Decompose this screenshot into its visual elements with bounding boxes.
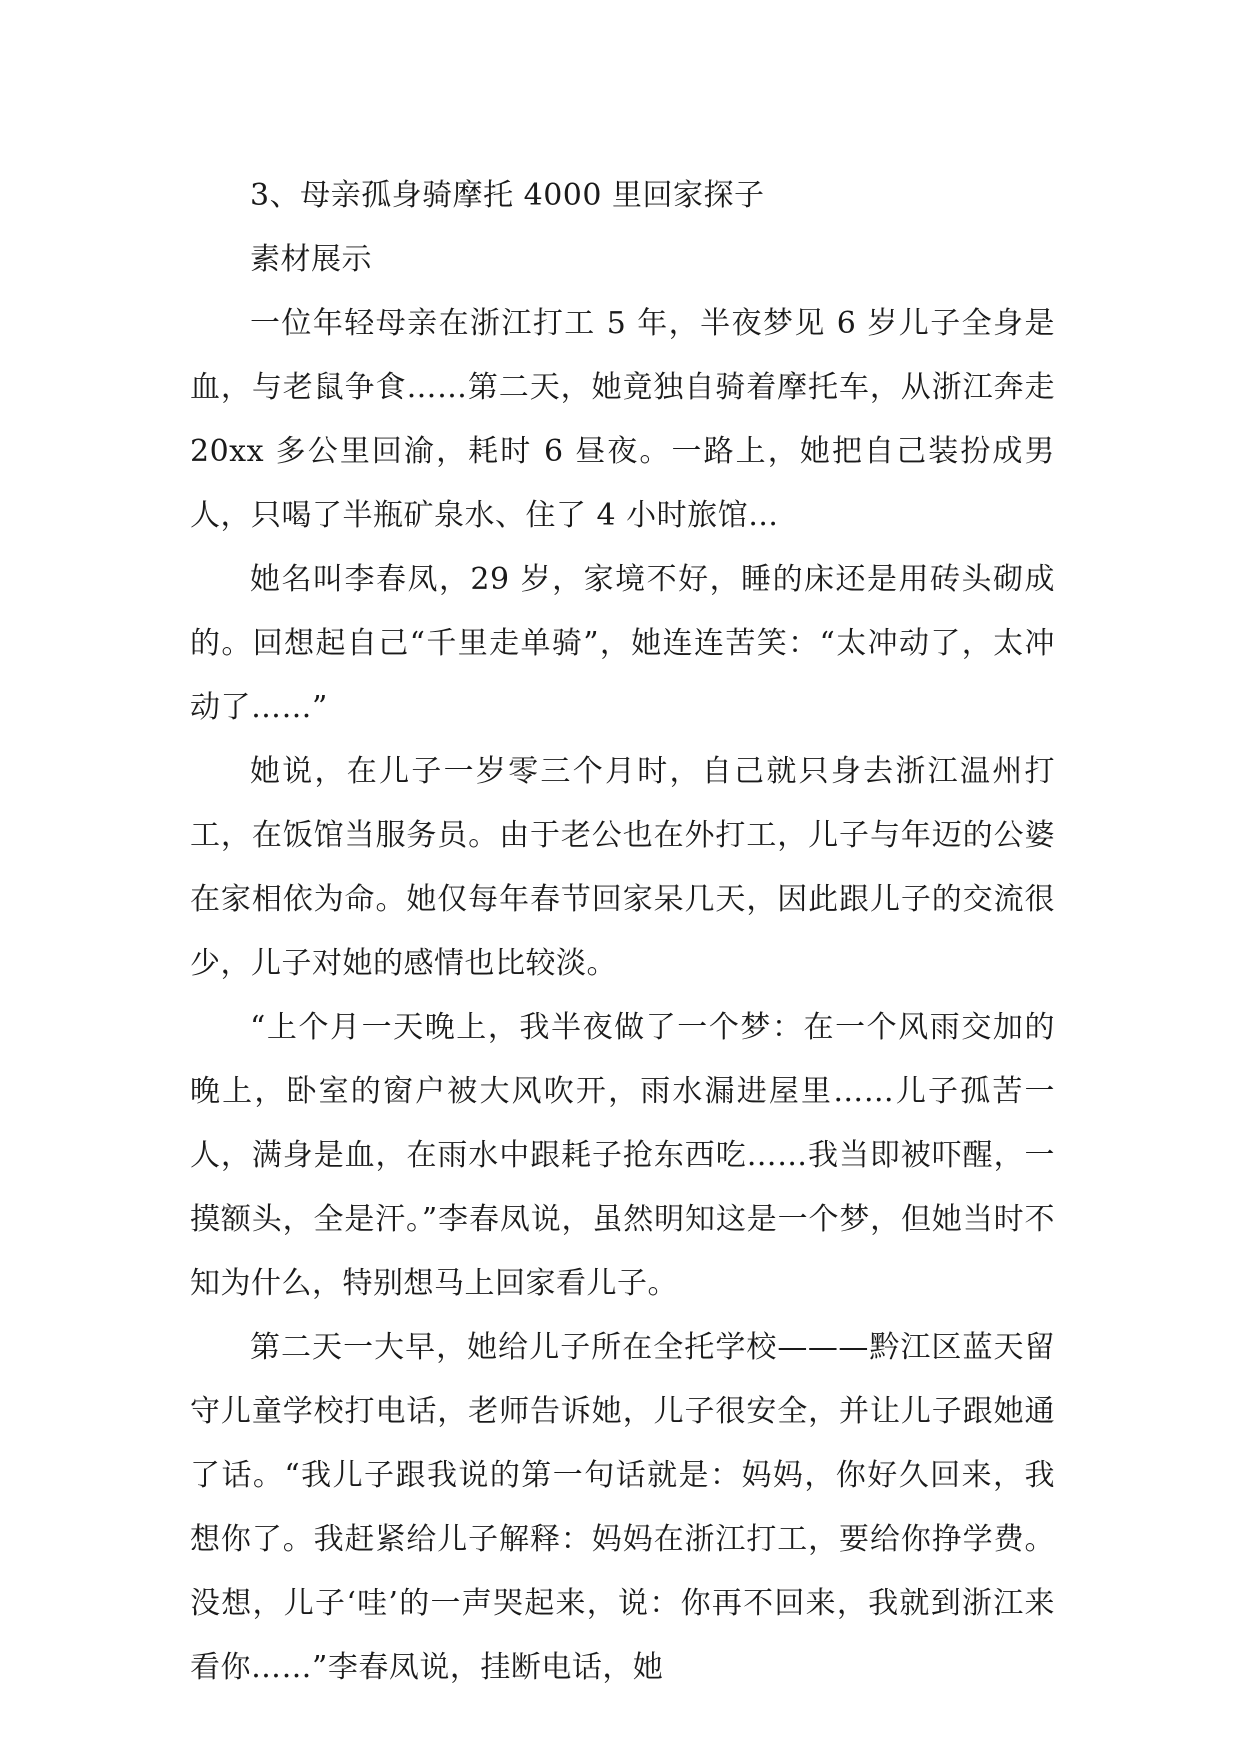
paragraph-1: 一位年轻母亲在浙江打工 5 年，半夜梦见 6 岁儿子全身是血，与老鼠争食……第二天，她竟独自骑着摩托车，从浙江奔走 20xx 多公里回渝，耗时 6 昼夜。一路上，她把自己装扮成男人，只喝了半瓶矿泉水、住了 4 小时旅馆… [190,306,1055,533]
paragraph-3: 她说，在儿子一岁零三个月时，自己就只身去浙江温州打工，在饭馆当服务员。由于老公也在外打工，儿子与年迈的公婆在家相依为命。她仅每年春节回家呆几天，因此跟儿子的交流很少，儿子对她的感情也比较淡。 [190,754,1055,981]
section-subheading: 素材展示 [250,242,372,277]
paragraph-5: 第二天一大早，她给儿子所在全托学校———黔江区蓝天留守儿童学校打电话，老师告诉她，儿子很安全，并让儿子跟她通了话。“我儿子跟我说的第一句话就是：妈妈，你好久回来，我想你了。我赶紧给儿子解释：妈妈在浙江打工，要给你挣学费。没想，儿子‘哇’的一声哭起来，说：你再不回来，我就到浙江来看你……”李春凤说，挂断电话，她 [190,1330,1055,1685]
document-body [190,164,1055,1700]
paragraph-2: 她名叫李春凤，29 岁，家境不好，睡的床还是用砖头砌成的。回想起自己“千里走单骑”，她连连苦笑：“太冲动了，太冲动了……” [190,562,1055,725]
section-heading: 3、母亲孤身骑摩托 4000 里回家探子 [250,178,765,213]
paragraph-4: “上个月一天晚上，我半夜做了一个梦：在一个风雨交加的晚上，卧室的窗户被大风吹开，雨水漏进屋里……儿子孤苦一人，满身是血，在雨水中跟耗子抢东西吃……我当即被吓醒，一摸额头，全是汗。”李春凤说，虽然明知这是一个梦，但她当时不知为什么，特别想马上回家看儿子。 [190,1010,1055,1301]
